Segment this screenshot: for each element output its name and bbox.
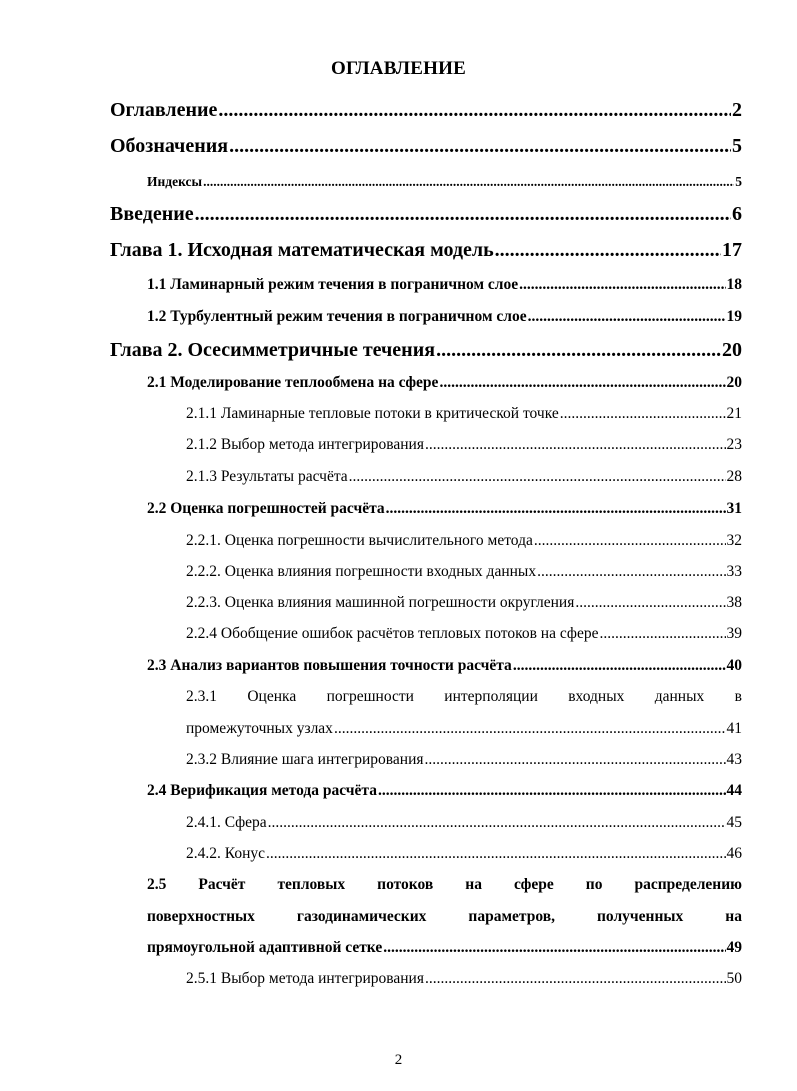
leader-dots	[425, 437, 726, 453]
toc-entry-label: 2.2 Оценка погрешностей расчёта	[147, 500, 385, 517]
toc-entry-page: 46	[726, 845, 742, 862]
leader-dots	[266, 846, 726, 862]
toc-entry-page: 32	[726, 532, 742, 549]
toc-entry-page: 44	[726, 782, 742, 799]
leader-dots	[425, 971, 726, 987]
toc-entry-page: 43	[726, 751, 742, 768]
toc-entry-continuation[interactable]	[147, 940, 742, 956]
toc-entry-page: 23	[726, 436, 742, 453]
toc-entry-page: 39	[726, 625, 742, 642]
toc-entry[interactable]	[110, 100, 742, 120]
toc-entry[interactable]	[110, 340, 742, 360]
toc-entry-multiline[interactable]	[147, 909, 742, 925]
toc-entry-page: 38	[726, 594, 742, 611]
toc-entry-page: 20	[722, 339, 742, 361]
toc-entry-page: 20	[726, 374, 742, 391]
toc-entry-label: 1.1 Ламинарный режим течения в пограничном слое	[147, 276, 519, 293]
toc-word: сфере	[514, 876, 554, 893]
toc-word: погрешности	[326, 688, 414, 705]
toc-heading: ОГЛАВЛЕНИЕ	[331, 58, 466, 79]
toc-entry-page: 28	[726, 468, 742, 485]
toc-word: входных	[568, 688, 625, 705]
toc-entry-label: 2.2.1. Оценка погрешности вычислительного метода	[186, 532, 533, 549]
toc-entry[interactable]	[147, 175, 742, 189]
toc-entry[interactable]	[147, 309, 742, 325]
toc-entry[interactable]	[186, 815, 742, 831]
toc-entry-page: 5	[732, 135, 742, 157]
leader-dots	[218, 100, 731, 120]
leader-dots	[436, 340, 721, 360]
toc-entry-label: 2.4 Верификация метода расчёта	[147, 782, 377, 799]
toc-entry-label-line	[147, 877, 742, 893]
leader-dots	[386, 501, 726, 517]
toc-word: 2.5	[147, 876, 167, 893]
toc-entry-page: 33	[726, 563, 742, 580]
toc-entry[interactable]	[147, 277, 742, 293]
page-number: 2	[394, 1052, 403, 1068]
toc-entry-label: прямоугольной адаптивной сетке	[147, 939, 383, 956]
leader-dots	[334, 721, 726, 737]
toc-entry-page: 18	[726, 276, 742, 293]
toc-entry-label: 2.3 Анализ вариантов повышения точности расчёта	[147, 657, 512, 674]
toc-word: данных	[654, 688, 705, 705]
toc-entry-label: 2.2.3. Оценка влияния машинной погрешности округления	[186, 594, 575, 611]
toc-entry-label: Глава 1. Исходная математическая модель	[110, 239, 494, 261]
toc-word: на	[465, 876, 482, 893]
toc-word: Оценка	[247, 688, 297, 705]
toc-entry-page: 31	[726, 500, 742, 517]
toc-entry[interactable]	[186, 564, 742, 580]
toc-entry-page: 19	[726, 308, 742, 325]
leader-dots	[528, 309, 726, 325]
toc-entry-label-line	[147, 909, 742, 925]
toc-entry-label: Глава 2. Осесимметричные течения	[110, 339, 436, 361]
toc-entry[interactable]	[186, 533, 742, 549]
toc-word: полученных	[596, 908, 684, 925]
toc-entry[interactable]	[186, 406, 742, 422]
toc-word: 2.3.1	[186, 688, 217, 705]
toc-entry-label: Оглавление	[110, 99, 218, 121]
leader-dots	[195, 204, 731, 224]
toc-entry[interactable]	[147, 658, 742, 674]
toc-entry-label: 2.3.2 Влияние шага интегрирования	[186, 751, 424, 768]
toc-entry-label: 2.2.4 Обобщение ошибок расчётов тепловых потоков на сфере	[186, 625, 599, 642]
toc-word: Расчёт	[198, 876, 246, 893]
toc-entry-label: промежуточных узлах	[186, 720, 333, 737]
toc-entry-label: 2.5.1 Выбор метода интегрирования	[186, 970, 424, 987]
toc-entry[interactable]	[147, 375, 742, 391]
toc-entry-page: 49	[726, 939, 742, 956]
toc-entry-label: Индексы	[147, 174, 203, 189]
toc-entry[interactable]	[186, 626, 742, 642]
toc-word: тепловых	[277, 876, 346, 893]
leader-dots	[519, 277, 725, 293]
toc-entry[interactable]	[186, 971, 742, 987]
toc-entry[interactable]	[147, 501, 742, 517]
toc-entry-page: 21	[726, 405, 742, 422]
toc-entry-multiline[interactable]	[147, 877, 742, 893]
leader-dots	[383, 940, 725, 956]
leader-dots	[203, 175, 734, 189]
toc-entry-page: 6	[732, 203, 742, 225]
toc-entry-label: 2.1.1 Ламинарные тепловые потоки в критической точке	[186, 405, 559, 422]
toc-entry-multiline[interactable]	[186, 689, 742, 705]
toc-entry[interactable]	[147, 783, 742, 799]
toc-entry-label: 2.1.2 Выбор метода интегрирования	[186, 436, 424, 453]
leader-dots	[268, 815, 726, 831]
leader-dots	[599, 626, 725, 642]
toc-entry-page: 2	[732, 99, 742, 121]
leader-dots	[378, 783, 726, 799]
toc-entry-label: 2.4.1. Сфера	[186, 814, 267, 831]
leader-dots	[439, 375, 725, 391]
toc-entry-page: 40	[726, 657, 742, 674]
toc-entry-label: 2.1.3 Результаты расчёта	[186, 468, 348, 485]
leader-dots	[560, 406, 726, 422]
leader-dots	[349, 469, 726, 485]
toc-entry-page: 5	[735, 174, 742, 189]
leader-dots	[534, 533, 726, 549]
toc-entry-label: 1.2 Турбулентный режим течения в пограничном слое	[147, 308, 527, 325]
toc-word: интерполяции	[444, 688, 538, 705]
toc-entry-page: 41	[726, 720, 742, 737]
leader-dots	[495, 240, 721, 260]
leader-dots	[513, 658, 726, 674]
toc-entry-page: 50	[726, 970, 742, 987]
toc-entry-page: 17	[722, 239, 742, 261]
toc-entry[interactable]	[186, 469, 742, 485]
toc-entry[interactable]	[186, 437, 742, 453]
toc-word: распределению	[634, 876, 742, 893]
toc-word: в	[734, 688, 742, 705]
leader-dots	[575, 595, 725, 611]
leader-dots	[537, 564, 725, 580]
toc-word: поверхностных	[147, 908, 255, 925]
toc-entry-label: 2.1 Моделирование теплообмена на сфере	[147, 374, 439, 391]
toc-entry[interactable]	[186, 595, 742, 611]
toc-word: по	[585, 876, 603, 893]
toc-entry-label: Обозначения	[110, 135, 229, 157]
toc-entry[interactable]	[186, 752, 742, 768]
leader-dots	[229, 136, 731, 156]
toc-entry-label: 2.4.2. Конус	[186, 845, 265, 862]
toc-entry-page: 45	[726, 814, 742, 831]
toc-entry[interactable]	[186, 846, 742, 862]
toc-entry-label: Введение	[110, 203, 194, 225]
toc-entry[interactable]	[110, 136, 742, 156]
toc-entry-label-line	[186, 689, 742, 705]
toc-word: потоков	[377, 876, 434, 893]
toc-entry[interactable]	[110, 240, 742, 260]
toc-word: параметров,	[468, 908, 555, 925]
toc-entry-continuation[interactable]	[186, 721, 742, 737]
toc-word: газодинамических	[296, 908, 427, 925]
leader-dots	[425, 752, 726, 768]
toc-word: на	[725, 908, 742, 925]
toc-entry[interactable]	[110, 204, 742, 224]
toc-entry-label: 2.2.2. Оценка влияния погрешности входных данных	[186, 563, 537, 580]
